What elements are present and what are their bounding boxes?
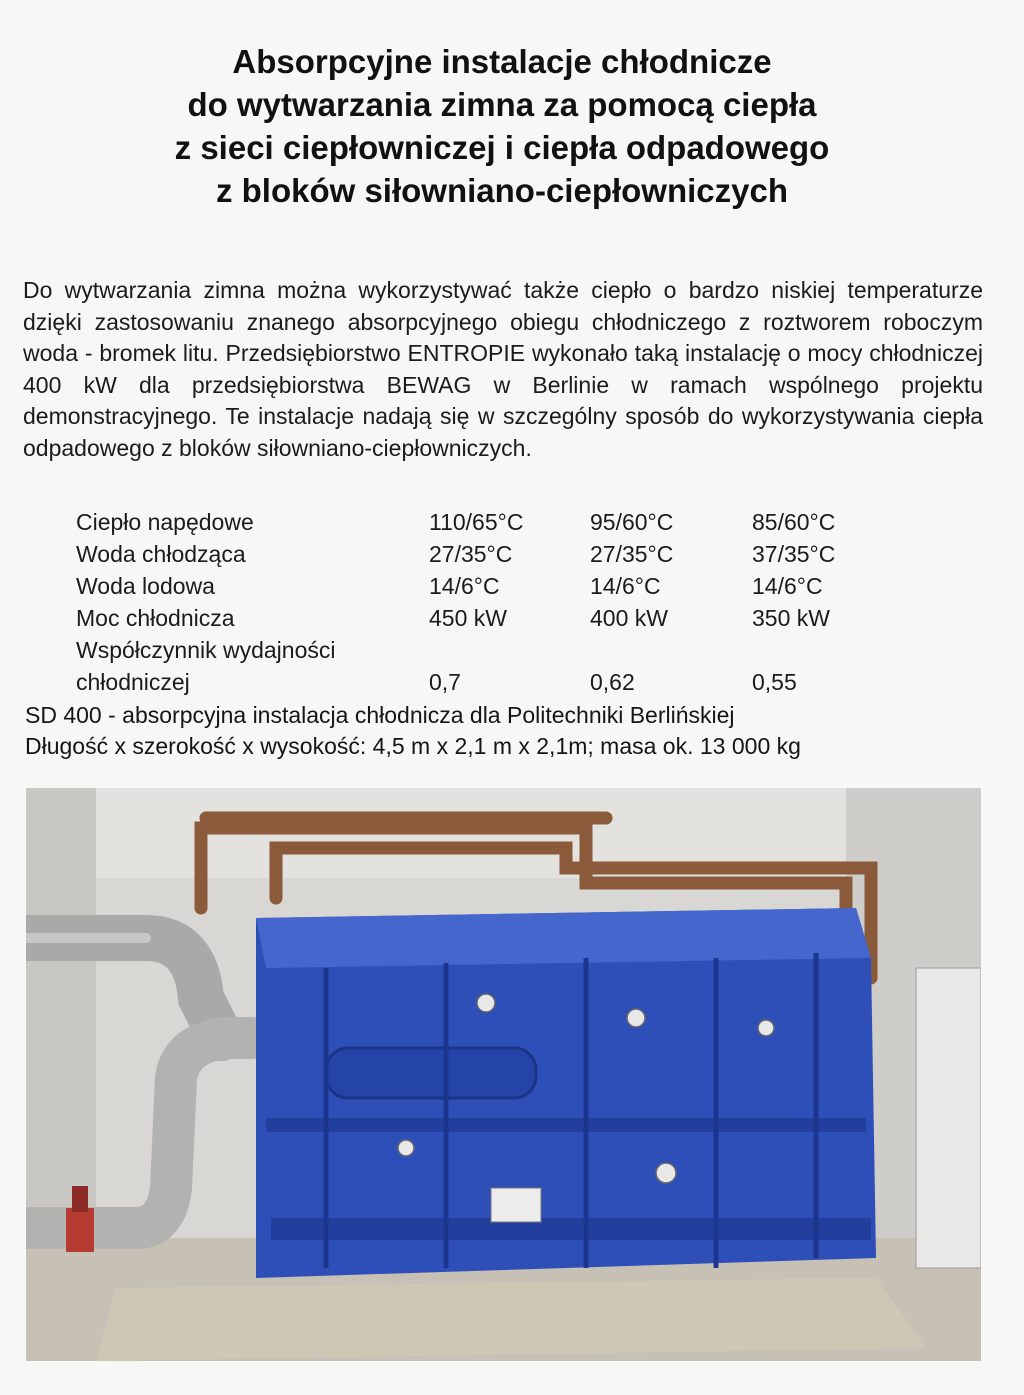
spec-value-sd400: 95/60°C (590, 509, 674, 535)
spec-label: Woda chłodząca (76, 541, 246, 567)
spec-value-sd350: 37/35°C (752, 541, 836, 567)
spec-label: Woda lodowa (76, 573, 215, 599)
spec-label: Moc chłodnicza (76, 605, 235, 631)
intro-paragraph: Do wytwarzania zimna można wykorzystywać także ciepło o bardzo niskiej temperaturze dzięki zastosowaniu znanego absorpcyjnego obiegu chłodniczego z roztworem roboczym woda - bromek litu. Przedsiębiorstwo ENTROPIE wykonało taką instalację o mocy chłodniczej 400 kW dla przedsiębiorstwa BEWAG w Berlinie w ramach wspólnego projektu demonstracyjnego. Te instalacje nadają się w szczególny sposób do wykorzystywania ciepła odpadowego z bloków siłowniano-ciepłowniczych. (23, 277, 983, 461)
spec-value-sd400: 0,62 (590, 669, 635, 695)
title-line-1: Absorpcyjne instalacje chłodnicze (232, 43, 772, 80)
concrete-base (96, 1278, 926, 1361)
spec-value-sd350: 85/60°C (752, 509, 836, 535)
chiller-unit (256, 908, 876, 1278)
spec-value-sd400: 400 kW (590, 605, 668, 631)
page-title (60, 40, 944, 212)
spec-value-sd350: 350 kW (752, 605, 830, 631)
spec-label: Ciepło napędowe (76, 509, 254, 535)
spec-value-sd400: 14/6°C (590, 573, 661, 599)
control-cabinet (916, 968, 981, 1268)
title-line-2: do wytwarzania zimna za pomocą ciepła (187, 86, 817, 123)
spec-label: Współczynnik wydajności (76, 637, 336, 663)
spec-value-sd450: 14/6°C (429, 573, 500, 599)
chiller-illustration (26, 788, 981, 1361)
spec-label: chłodniczej (76, 669, 190, 695)
spec-value-sd350: 0,55 (752, 669, 797, 695)
pump-controller (491, 1188, 541, 1222)
photo-caption (25, 700, 801, 762)
spec-value-sd450: 110/65°C (429, 509, 524, 535)
caption-line-2: Długość x szerokość x wysokość: 4,5 m x 2,1 m x 2,1m; masa ok. 13 000 kg (25, 733, 801, 759)
valve (66, 1208, 94, 1252)
title-line-3: z sieci ciepłowniczej i ciepła odpadowego (174, 129, 830, 166)
spec-value-sd450: 450 kW (429, 605, 507, 631)
chiller-photo (26, 788, 981, 1361)
spec-value-sd400: 27/35°C (590, 541, 674, 567)
caption-line-1: SD 400 - absorpcyjna instalacja chłodnicza dla Politechniki Berlińskiej (25, 702, 735, 728)
spec-value-sd450: 0,7 (429, 669, 461, 695)
spec-value-sd350: 14/6°C (752, 573, 823, 599)
title-line-4: z bloków siłowniano-ciepłowniczych (215, 172, 789, 209)
spec-value-sd450: 27/35°C (429, 541, 513, 567)
